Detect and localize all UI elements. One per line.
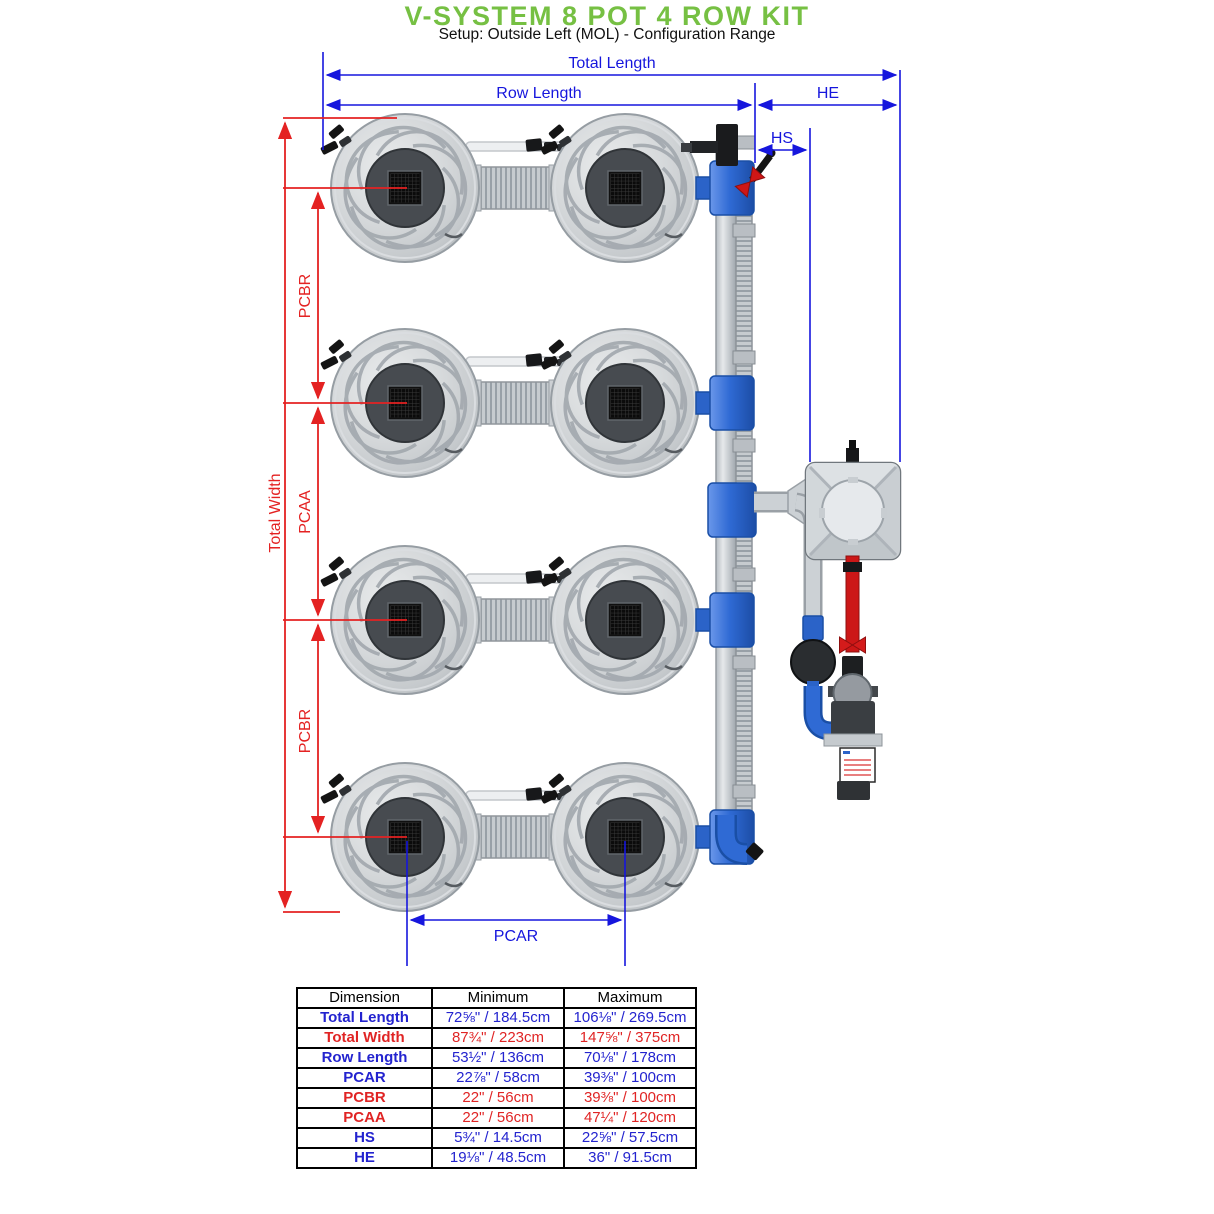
- dimension-max: 39⅜" / 100cm: [564, 1068, 696, 1088]
- col-header-minimum: Minimum: [432, 988, 564, 1008]
- pot: [540, 546, 700, 697]
- pot: [540, 763, 700, 914]
- water-pump: [824, 674, 882, 800]
- dimension-max: 39⅜" / 100cm: [564, 1088, 696, 1108]
- manifold-tee: [696, 376, 754, 430]
- tank-lid: [822, 480, 884, 542]
- dimension-min: 22" / 56cm: [432, 1088, 564, 1108]
- dimension-name: Row Length: [297, 1048, 432, 1068]
- page-subtitle: Setup: Outside Left (MOL) - Configuration Range: [438, 26, 776, 43]
- label-pcaa: PCAA: [297, 490, 314, 534]
- pot: [320, 329, 480, 480]
- dimension-max: 147⅝" / 375cm: [564, 1028, 696, 1048]
- dimension-max: 36" / 91.5cm: [564, 1148, 696, 1168]
- reservoir-tank: [806, 440, 900, 559]
- tank-feed-pipe: [754, 479, 813, 622]
- page-title: V-SYSTEM 8 POT 4 ROW KIT: [404, 1, 810, 31]
- dimension-name: PCAR: [297, 1068, 432, 1088]
- table-header-row: [297, 988, 696, 1008]
- pot-row-4: [320, 763, 700, 914]
- dimension-name: HE: [297, 1148, 432, 1168]
- dimension-min: 87¾" / 223cm: [432, 1028, 564, 1048]
- dimension-max: 47¼" / 120cm: [564, 1108, 696, 1128]
- label-total-length: Total Length: [568, 55, 656, 72]
- manifold-cross-fitting: [708, 483, 756, 537]
- label-pcbr-bottom: PCBR: [297, 708, 314, 754]
- col-header-maximum: Maximum: [564, 988, 696, 1008]
- dimension-min: 72⅝" / 184.5cm: [432, 1008, 564, 1028]
- table-row: [297, 1088, 696, 1108]
- dimension-min: 53½" / 136cm: [432, 1048, 564, 1068]
- dimension-max: 106⅛" / 269.5cm: [564, 1008, 696, 1028]
- label-row-length: Row Length: [496, 85, 582, 102]
- pot-row-3: [320, 546, 700, 697]
- label-hs: HS: [770, 130, 794, 147]
- dimension-name: Total Width: [297, 1028, 432, 1048]
- pot: [540, 114, 700, 265]
- dimension-max: 22⅝" / 57.5cm: [564, 1128, 696, 1148]
- manifold-tee: [696, 593, 754, 647]
- dimension-min: 22" / 56cm: [432, 1108, 564, 1128]
- pot: [540, 329, 700, 480]
- table-row: [297, 1148, 696, 1168]
- inline-filter: [791, 640, 835, 684]
- dimension-max: 70⅛" / 178cm: [564, 1048, 696, 1068]
- table-row: [297, 1128, 696, 1148]
- dimension-min: 19⅛" / 48.5cm: [432, 1148, 564, 1168]
- dimensions-table: [296, 987, 697, 1169]
- dimension-min: 5¾" / 14.5cm: [432, 1128, 564, 1148]
- pot: [320, 763, 480, 914]
- dimension-name: PCBR: [297, 1088, 432, 1108]
- dimension-name: HS: [297, 1128, 432, 1148]
- pot-row-2: [320, 329, 700, 480]
- label-pcbr-top: PCBR: [297, 273, 314, 319]
- pot-row-1: [320, 114, 700, 265]
- table-row: [297, 1008, 696, 1028]
- dimension-name: PCAA: [297, 1108, 432, 1128]
- label-he: HE: [816, 85, 840, 102]
- label-total-width: Total Width: [267, 473, 284, 553]
- label-pcar: PCAR: [493, 928, 539, 945]
- table-row: [297, 1108, 696, 1128]
- col-header-dimension: Dimension: [297, 988, 432, 1008]
- table-row: [297, 1048, 696, 1068]
- pot: [320, 546, 480, 697]
- table-row: [297, 1068, 696, 1088]
- dimension-name: Total Length: [297, 1008, 432, 1028]
- table-row: [297, 1028, 696, 1048]
- pot: [320, 114, 480, 265]
- dimension-min: 22⅞" / 58cm: [432, 1068, 564, 1088]
